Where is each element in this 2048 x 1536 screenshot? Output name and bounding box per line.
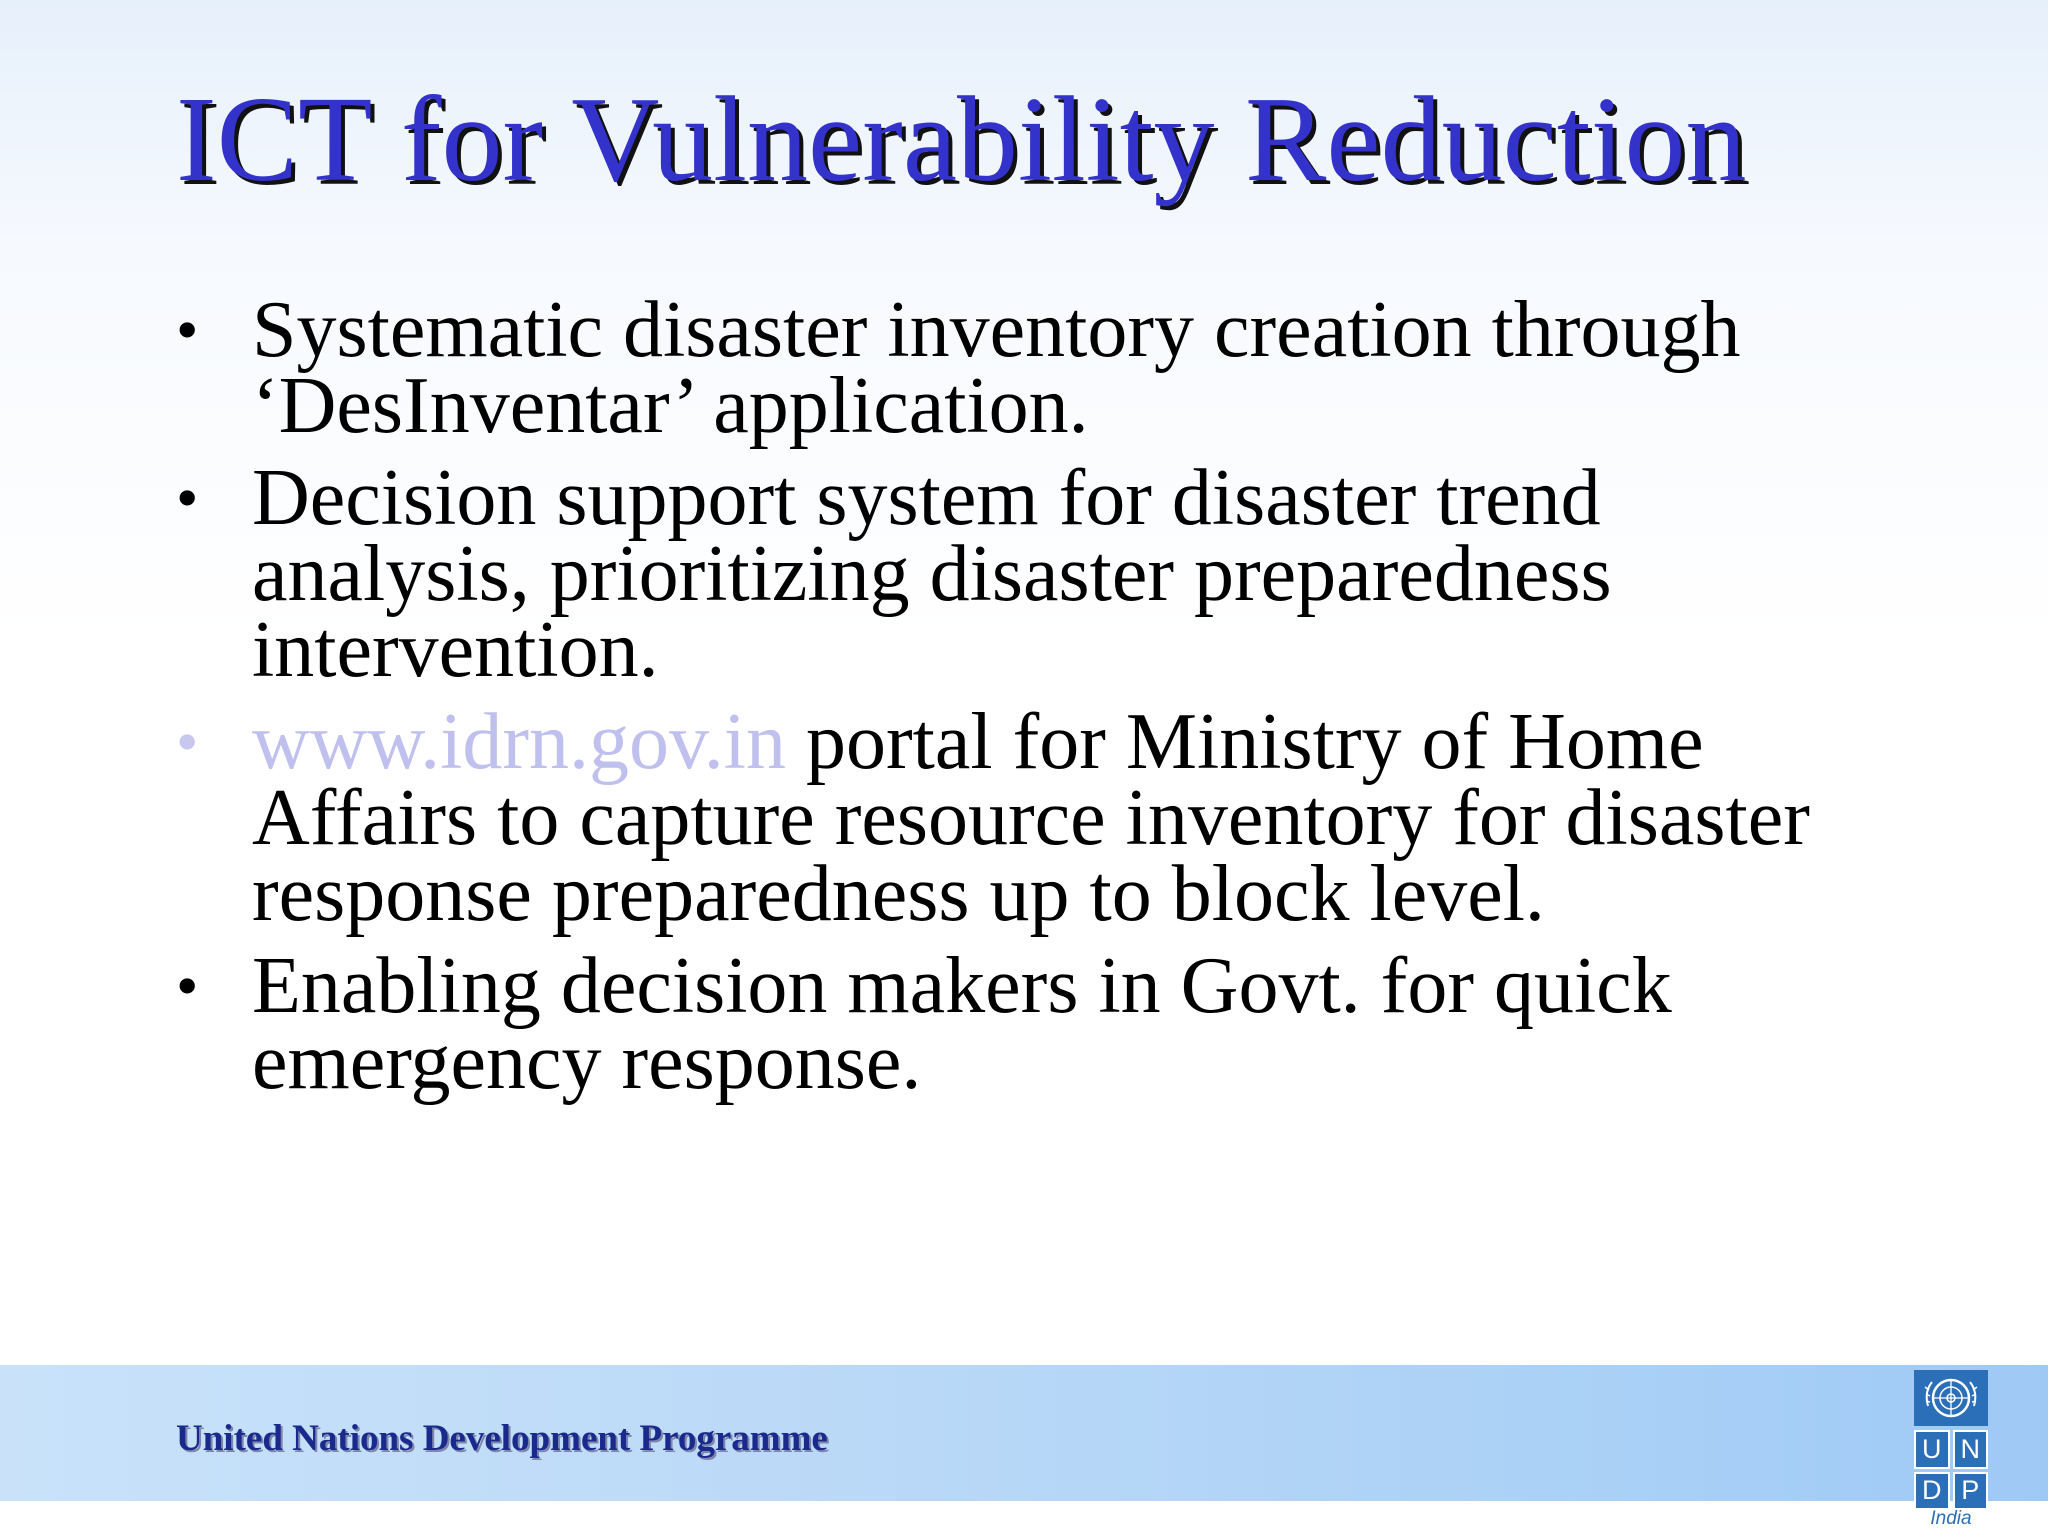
logo-letter: N: [1953, 1430, 1989, 1469]
logo-letter: U: [1914, 1430, 1950, 1469]
logo-letter: P: [1953, 1472, 1989, 1511]
footer-organization: United Nations Development Programme: [176, 1418, 828, 1459]
bullet-text: Decision support system for disaster trend analysis, prioritizing disaster preparedness intervention.: [252, 454, 1612, 694]
bullet-text: Enabling decision makers in Govt. for quick emergency response.: [252, 942, 1672, 1106]
bullet-list: [176, 286, 1876, 1116]
bullet-text: Systematic disaster inventory creation through ‘DesInventar’ application.: [252, 286, 1741, 450]
logo-letter: D: [1914, 1472, 1950, 1511]
slide-title: ICT for Vulnerability Reduction: [176, 72, 1747, 207]
bullet-item: [176, 454, 1876, 694]
undp-letter-grid: [1914, 1430, 1988, 1510]
logo-country: India: [1930, 1508, 1972, 1529]
footer-band: [0, 1365, 2048, 1501]
bullet-marker: •: [176, 294, 199, 365]
bullet-item: [176, 286, 1876, 450]
bullet-item: [176, 942, 1876, 1106]
bullet-marker: •: [176, 706, 199, 777]
idrn-link[interactable]: www.idrn.gov.in: [252, 698, 787, 786]
un-emblem-icon: [1914, 1370, 1988, 1426]
bullet-text: portal for Ministry of Home Affairs to capture resource inventory for disaster response preparedness up to block level.: [252, 698, 1810, 938]
bullet-marker: •: [176, 462, 199, 533]
bullet-marker: •: [176, 950, 199, 1021]
bullet-item: [176, 698, 1876, 938]
undp-logo: [1914, 1370, 1988, 1536]
